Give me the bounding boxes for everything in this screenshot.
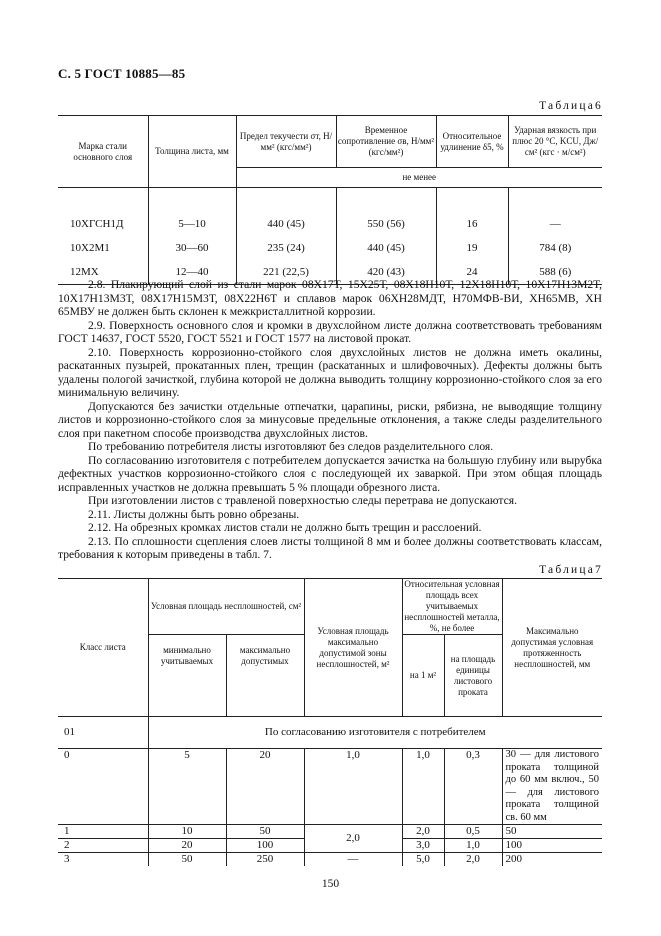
cell-elongation: 16 [436, 212, 508, 236]
cell-impact: 784 (8) [508, 236, 602, 260]
cell-area-max: 50 [226, 825, 304, 839]
cell-tensile: 550 (56) [336, 212, 436, 236]
cell-tensile: 440 (45) [336, 236, 436, 260]
paragraph-consumer-request: По требованию потребителя листы изготовляют без следов разделительного слоя. [88, 440, 494, 453]
cell-grade: 12МХ [58, 260, 148, 285]
cell-area-min: 10 [148, 825, 226, 839]
cell-impact: 588 (6) [508, 260, 602, 285]
cell-area-max: 250 [226, 853, 304, 867]
cell-zone-merged: 2,0 [304, 825, 402, 853]
cell-max-len: 200 [502, 853, 602, 867]
col-impact: Ударная вязкость при плюс 20 °С, KCU, Дж/см² (кгс · м/см²) [508, 116, 602, 168]
cell-yield: 235 (24) [236, 236, 336, 260]
cell-grade: 10ХГСН1Д [58, 212, 148, 236]
cell-rel-unit: 1,0 [444, 839, 502, 853]
col-area-min: минимально учитываемых [148, 635, 226, 717]
col-rel-group [402, 579, 502, 635]
cell-max-len: 50 [502, 825, 602, 839]
page-header: С. 5 ГОСТ 10885—85 [58, 66, 186, 81]
cell-class: 0 [58, 749, 148, 825]
cell-class: 1 [58, 825, 148, 839]
cell-thickness: 12—40 [148, 260, 236, 285]
cell-tensile: 420 (43) [336, 260, 436, 285]
cell-merged-agreement: По согласованию изготовителя с потребителем [148, 717, 602, 749]
cell-max-len: 100 [502, 839, 602, 853]
table-row [58, 717, 602, 749]
col-rel-1m2: на 1 м² [402, 635, 444, 717]
paragraph-2-8: 2.8. Плакирующий слой из стали марок 08Х17Т, 15Х25Т, 08Х18Н10Т, 12Х18Н10Т, 10Х17Н13М2Т, 10Х17Н13М3Т, 08Х17Н15М3Т, 08Х22Н6Т и сплавов марок 06ХН28МДТ, Н70МФВ-ВИ, ХН65МВ, ХН 65МВУ не должен быть склонен к межкристаллитной коррозии. [58, 278, 602, 318]
table-6 [58, 115, 602, 285]
table-row [58, 853, 602, 867]
cell-class: 01 [58, 717, 148, 749]
cell-grade: 10Х2М1 [58, 236, 148, 260]
cell-class: 2 [58, 839, 148, 853]
cell-class: 3 [58, 853, 148, 867]
table-row [58, 749, 602, 825]
cell-thickness: 5—10 [148, 212, 236, 236]
cell-rel-1m2: 1,0 [402, 749, 444, 825]
col-yield: Предел текучести σт, Н/мм² (кгс/мм²) [236, 116, 336, 168]
cell-zone: — [304, 853, 402, 867]
cell-impact: — [508, 212, 602, 236]
table-7 [58, 578, 602, 866]
paragraph-2-11: 2.11. Листы должны быть ровно обрезаны. [88, 507, 300, 521]
cell-thickness: 30—60 [148, 236, 236, 260]
table-row [58, 825, 602, 839]
cell-rel-unit: 0,3 [444, 749, 502, 825]
cell-yield: 440 (45) [236, 212, 336, 236]
paragraph-2-9: 2.9. Поверхность основного слоя и кромки в двухслойном листе должна соответствовать требованиям ГОСТ 14637, ГОСТ 5520, ГОСТ 5521 и ГОСТ 1577 на листовой прокат. [58, 318, 602, 345]
cell-area-min: 20 [148, 839, 226, 853]
cell-zone: 1,0 [304, 749, 402, 825]
paragraph-agreement: По согласованию изготовителя с потребителем допускается зачистка на большую глубину или вырубка дефектных участков коррозионно-стойкого слоя с последующей их заваркой. При этом общая площадь исправленных участков не должна превышать 5 % площади обрезного листа. [58, 453, 602, 494]
col-area-group: Условная площадь несплошностей, см² [148, 579, 304, 635]
paragraph-2-13: 2.13. По сплошности сцепления слоев листы толщиной 8 мм и более должны соответствовать классам, требования к которым приведены в табл. 7. [58, 534, 602, 561]
table6-caption: Таблица6 [539, 100, 603, 112]
col-zone: Условная площадь максимально допустимой зоны несплошностей, м² [304, 579, 402, 717]
cell-area-max: 20 [226, 749, 304, 825]
cell-max-len: 30 — для листового проката толщиной до 60 мм включ., 50 — для листового проката толщиной св. 60 мм [502, 749, 602, 825]
subheader-min: не менее [236, 168, 602, 188]
col-elongation: Относительное удлинение δ5, % [436, 116, 508, 168]
body-text [58, 278, 602, 562]
paragraph-allowed-defects: Допускаются без зачистки отдельные отпечатки, царапины, риски, рябизна, не выводящие толщину листов и коррозионно-стойкого слоя за минусовые предельные отклонения, а также следы разделительного слоя при пакетном способе производства двухслойных листов. [58, 399, 602, 440]
cell-rel-1m2: 5,0 [402, 853, 444, 867]
cell-area-min: 5 [148, 749, 226, 825]
table-row [58, 212, 602, 236]
col-area-max: максимально допустимых [226, 635, 304, 717]
cell-rel-unit: 2,0 [444, 853, 502, 867]
col-thickness: Толщина листа, мм [148, 116, 236, 188]
table7-caption: Таблица7 [539, 564, 603, 576]
cell-rel-1m2: 2,0 [402, 825, 444, 839]
col-rel-unit: на площадь единицы листового проката [444, 635, 502, 717]
paragraph-2-12: 2.12. На обрезных кромках листов стали не должно быть трещин и расслоений. [88, 521, 482, 534]
paragraph-2-10: 2.10. Поверхность коррозионно-стойкого слоя двухслойных листов не должна иметь окалины, раскатанных пузырей, прокатанных плен, трещин (раскатанных и шлифовочных). Дефекты должны быть удалены пологой зачисткой, глубина которой не должна выводить толщину коррозионно-стойкого слоя за его минимальную величину. [58, 345, 602, 399]
col-grade: Марка стали основного слоя [58, 116, 148, 188]
table-row [58, 236, 602, 260]
cell-rel-1m2: 3,0 [402, 839, 444, 853]
col-max-len: Максимально допустимая условная протяженность несплошностей, мм [502, 579, 602, 717]
col-class: Класс листа [58, 579, 148, 717]
cell-elongation: 19 [436, 236, 508, 260]
cell-area-max: 100 [226, 839, 304, 853]
cell-area-min: 50 [148, 853, 226, 867]
cell-elongation: 24 [436, 260, 508, 285]
page-number: 150 [321, 878, 340, 890]
cell-rel-unit: 0,5 [444, 825, 502, 839]
cell-yield: 221 (22,5) [236, 260, 336, 285]
col-rel-group-label: Относительная условная площадь всех учитываемых несплошностей металла, %, не более [404, 579, 500, 633]
col-tensile: Временное сопротивление σв, Н/мм² (кгс/мм²) [336, 116, 436, 168]
paragraph-pickled: При изготовлении листов с травленой поверхностью следы перетрава не допускаются. [88, 494, 518, 507]
